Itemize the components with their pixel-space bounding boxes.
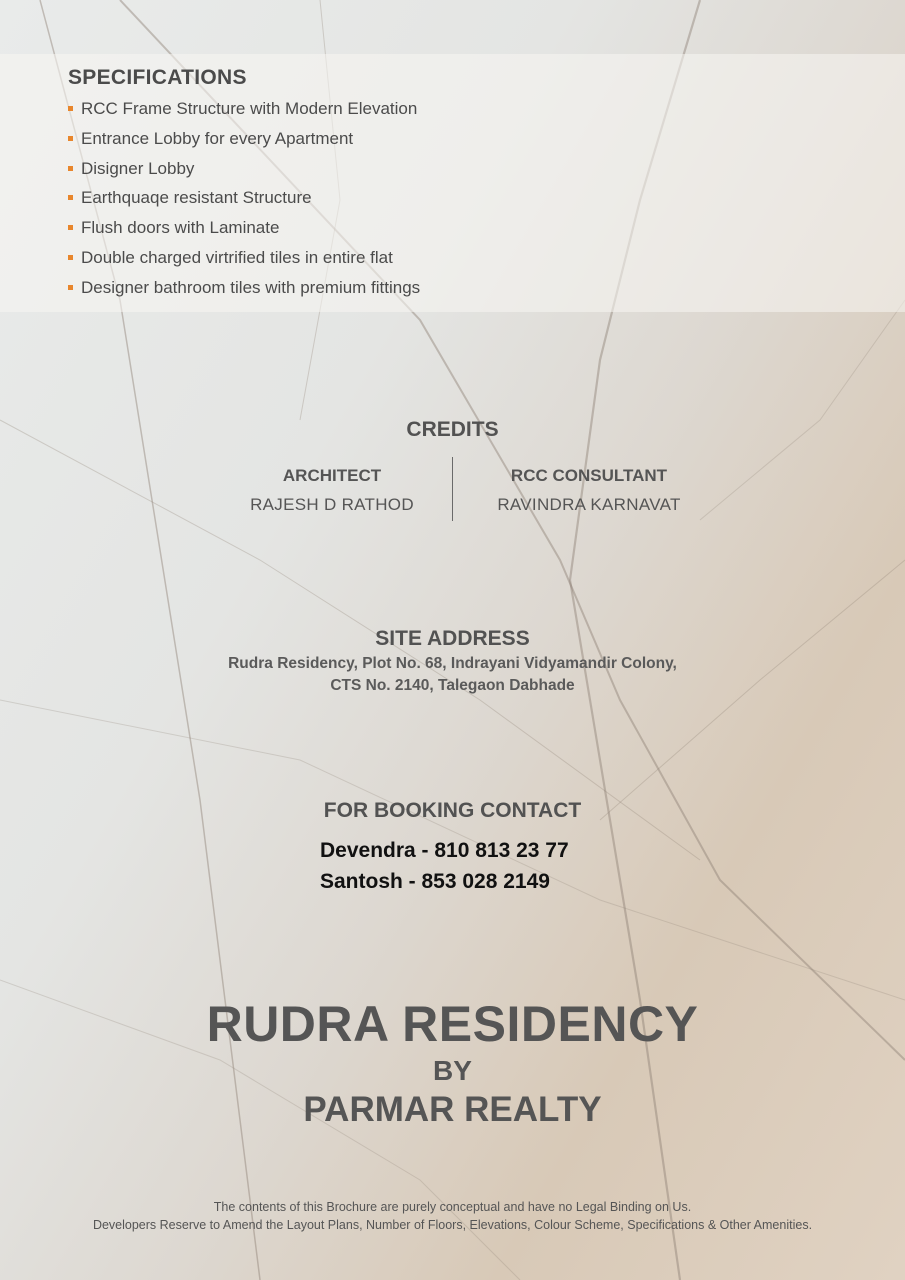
specifications-list: [68, 97, 420, 306]
booking-title: FOR BOOKING CONTACT: [323, 799, 582, 822]
spec-item: Disigner Lobby: [68, 157, 420, 187]
spec-item: Designer bathroom tiles with premium fittings: [68, 276, 420, 306]
booking-contacts: [320, 835, 569, 897]
site-address-line2: CTS No. 2140, Talegaon Dabhade: [330, 677, 575, 694]
bullet-icon: [68, 225, 73, 230]
bullet-icon: [68, 195, 73, 200]
site-address-line1: Rudra Residency, Plot No. 68, Indrayani Vidyamandir Colony,: [228, 655, 677, 672]
spec-item: Flush doors with Laminate: [68, 216, 420, 246]
bullet-icon: [68, 166, 73, 171]
site-address-title: SITE ADDRESS: [375, 627, 530, 650]
brand-company: PARMAR REALTY: [303, 1090, 602, 1129]
contact-santosh: Santosh - 853 028 2149: [320, 870, 550, 893]
credits-title: CREDITS: [406, 418, 499, 441]
architect-role: ARCHITECT: [282, 466, 382, 485]
consultant-credit: [469, 464, 709, 517]
bullet-icon: [68, 106, 73, 111]
contact-devendra: Devendra - 810 813 23 77: [320, 839, 569, 862]
specifications-title: SPECIFICATIONS: [68, 66, 247, 89]
disclaimer-line1: The contents of this Brochure are purely conceptual and have no Legal Binding on Us.: [213, 1200, 692, 1214]
consultant-role: RCC CONSULTANT: [510, 466, 668, 485]
credits-divider: [452, 457, 453, 521]
bullet-icon: [68, 285, 73, 290]
disclaimer-line2: Developers Reserve to Amend the Layout Plans, Number of Floors, Elevations, Colour Scheme, Specifications & Other Amenities.: [92, 1218, 813, 1232]
architect-name: RAJESH D RATHOD: [250, 495, 414, 514]
brand-by: BY: [433, 1055, 472, 1086]
architect-credit: [212, 464, 452, 517]
spec-item: Double charged virtrified tiles in entire flat: [68, 246, 420, 276]
brand-title: RUDRA RESIDENCY: [206, 996, 699, 1052]
bullet-icon: [68, 136, 73, 141]
spec-item: RCC Frame Structure with Modern Elevation: [68, 97, 420, 127]
spec-item: Entrance Lobby for every Apartment: [68, 127, 420, 157]
bullet-icon: [68, 255, 73, 260]
consultant-name: RAVINDRA KARNAVAT: [497, 495, 681, 514]
spec-item: Earthquaqe resistant Structure: [68, 186, 420, 216]
